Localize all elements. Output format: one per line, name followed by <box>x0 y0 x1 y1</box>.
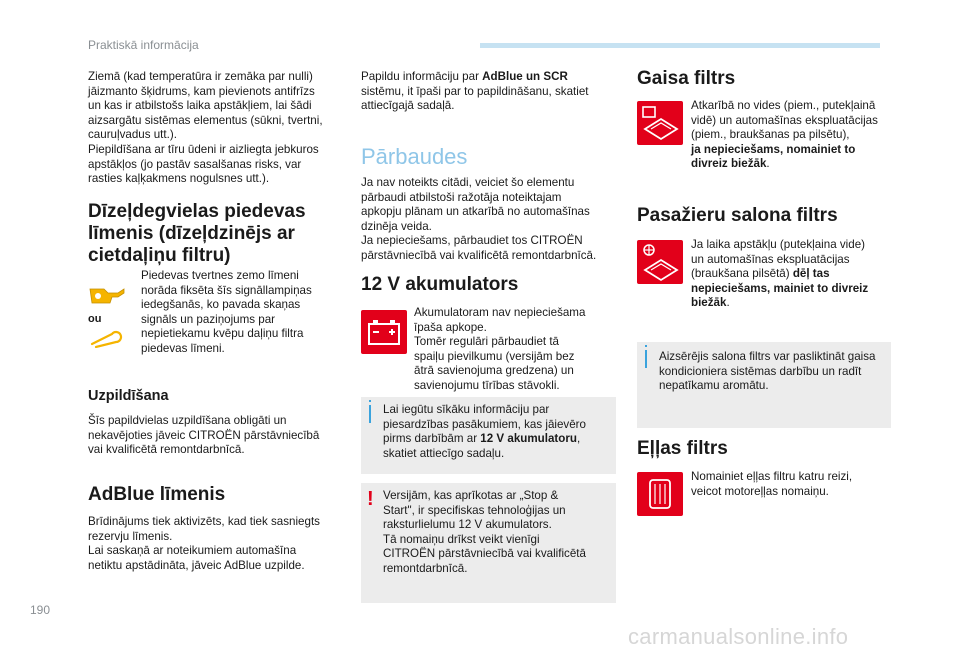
cabin-filter-icon <box>637 240 683 284</box>
air-filter-title: Gaisa filtrs <box>637 68 736 89</box>
cabin-filter-info-text: Aizsērējis salona filtrs var pasliktināt gaisa kondicioniera sistēmas darbību un radīt nepatīkamu aromātu. <box>659 350 876 393</box>
section-header: Praktiskā informācija <box>88 38 199 52</box>
or-label: ou <box>88 313 102 325</box>
oil-filter-icon <box>637 472 683 516</box>
diesel-additive-title: Dīzeļdegvielas piedevas līmenis (dīzeļdzinējs ar cietdaļiņu filtru) <box>88 201 306 266</box>
battery-title: 12 V akumulators <box>361 274 519 295</box>
page-number: 190 <box>30 603 51 617</box>
adblue-title: AdBlue līmenis <box>88 484 226 505</box>
battery-info-note <box>361 397 616 474</box>
warning-icon: ! <box>367 488 374 510</box>
header-accent-bar <box>480 43 880 48</box>
battery-warning-note <box>361 483 616 603</box>
info-icon <box>369 405 371 423</box>
adblue-more-info: Papildu informāciju par AdBlue un SCR sistēmu, it īpaši par to papildināšanu, skatiet attiecīgajā sadaļā. <box>361 70 589 113</box>
air-filter-text: Atkarībā no vides (piem., putekļainā vidē) un automašīnas ekspluatācijas (piem., braukšanas pa pilsētu), ja nepieciešams, nomainiet to divreiz biežāk. <box>691 99 878 171</box>
oil-filter-text: Nomainiet eļļas filtru katru reizi, veicot motoreļļas nomaiņu. <box>691 470 853 498</box>
cabin-filter-title: Pasažieru salona filtrs <box>637 205 838 226</box>
cabin-filter-info-note <box>637 342 891 428</box>
fuel-additive-icon <box>88 285 128 305</box>
refill-text: Šīs papildvielas uzpildīšana obligāti un nekavējoties jāveic CITROËN pārstāvniecībā vai kvalificētā remontdarbnīcā. <box>88 414 320 457</box>
intro-paragraph: Ziemā (kad temperatūra ir zemāka par nulli) jāizmanto šķidrums, kam pievienots antifrīzs un kas ir atbilstošs laika apstākļiem, lai šādi aizsargātu sistēmas elementus (sūkni, tvertni, cauruļvadus utt.). Piepildīšana ar tīru ūdeni ir aizliegta jebkuros apstākļos (jo pastāv sasalšanas risks, var rasties kaļķakmens nogulsnes utt.). <box>88 70 323 186</box>
refill-title: Uzpildīšana <box>88 388 169 404</box>
info-icon <box>645 350 647 368</box>
watermark: carmanualsonline.info <box>628 624 849 649</box>
battery-icon <box>361 310 407 354</box>
air-filter-icon <box>637 101 683 145</box>
wrench-icon <box>88 330 128 348</box>
oil-filter-title: Eļļas filtrs <box>637 438 728 459</box>
battery-info-text: Lai iegūtu sīkāku informāciju par piesardzības pasākumiem, kas jāievēro pirms darbībām ar 12 V akumulatoru, skatiet attiecīgo sadaļu. <box>383 403 586 460</box>
battery-warning-text: Versijām, kas aprīkotas ar „Stop & Start", ir specifiskas tehnoloģijas un raksturlielumu 12 V akumulators. Tā nomaiņu drīkst veikt vienīgi CITROËN pārstāvniecībā vai kvalificētā remontdarbnīcā. <box>383 489 586 575</box>
battery-text: Akumulatoram nav nepieciešama īpaša apkope. Tomēr regulāri pārbaudiet tā spaiļu pievilkumu (versijām bez ātrā savienojuma gredzena) un savienojumu tīrības stāvokli. <box>414 306 586 392</box>
checks-title: Pārbaudes <box>361 144 468 169</box>
adblue-text: Brīdinājums tiek aktivizēts, kad tiek sasniegts rezervju līmenis. Lai saskaņā ar noteikumiem automašīna netiktu apstādināta, jāveic AdBlue uzpilde. <box>88 515 320 572</box>
diesel-additive-text: Piedevas tvertnes zemo līmeni norāda fiksēta šīs signāllampiņas iedegšanās, ko pavada skaņas signāls un paziņojums par nepietiekamu kvēpu daļiņu filtra piedevas līmeni. <box>141 269 312 355</box>
checks-text: Ja nav noteikts citādi, veiciet šo elementu pārbaudi atbilstoši ražotāja noteiktajam apkopju plānam un atkarībā no automašīnas dzinēja veida. Ja nepieciešams, pārbaudiet tos CITROËN pārstāvniecībā vai kvalificētā remontdarbnīcā. <box>361 176 597 262</box>
cabin-filter-text: Ja laika apstākļu (putekļaina vide) un automašīnas ekspluatācijas (braukšana pilsētā) dēļ tas nepieciešams, mainiet to divreiz biežāk. <box>691 238 869 310</box>
